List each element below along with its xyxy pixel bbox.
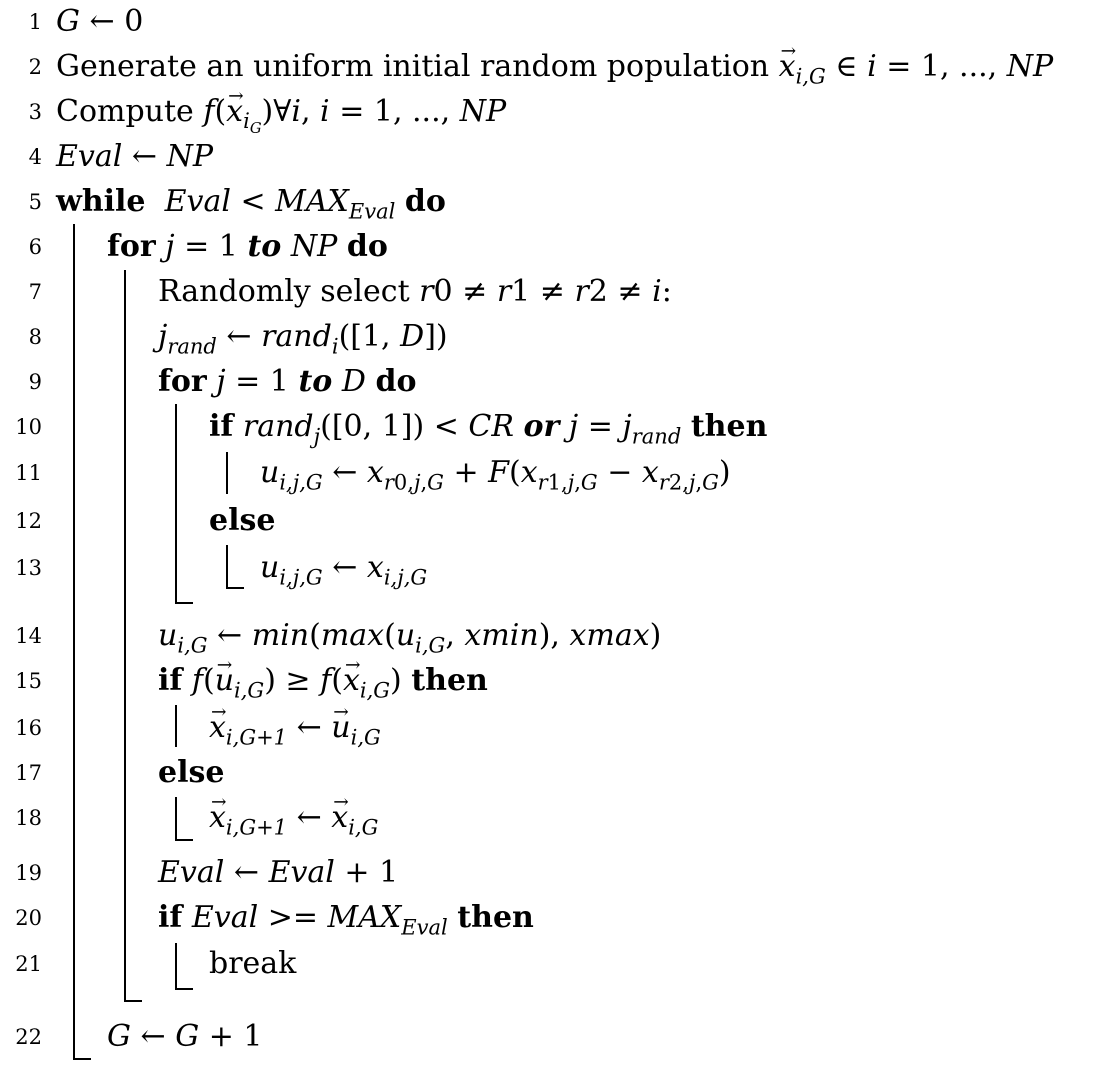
block-rule: [175, 797, 177, 841]
line-number: 17: [15, 761, 42, 785]
algorithm-line: $j_{rand}$ ← rand$_i$([1, D]): [158, 319, 448, 359]
line-number: 2: [28, 55, 42, 79]
block-rule: [226, 452, 228, 494]
line-number: 20: [15, 906, 42, 930]
algorithm-line: Randomly select r0 ≠ r1 ≠ r2 ≠ i:: [158, 274, 672, 309]
algorithm-line: → $x_{i,G+1}$ ← → $u_{i,G}$: [209, 710, 381, 746]
block-rule: [226, 545, 228, 589]
block-rule: [175, 943, 177, 990]
line-number: 12: [15, 509, 42, 533]
algorithm-line: if rand$_j$([0, 1]) < CR or $j = j_{rand}$ then: [209, 409, 768, 449]
block-rule: [226, 587, 244, 589]
block-rule: [73, 224, 75, 1060]
line-number: 10: [15, 415, 42, 439]
algorithm-line: else: [209, 503, 276, 538]
algorithm-line: Compute $f(\to x_{i_G})\forall i$, i = 1, ..., NP: [56, 94, 506, 130]
block-rule: [175, 988, 193, 990]
line-number: 21: [15, 952, 42, 976]
line-number: 1: [28, 10, 42, 34]
block-rule: [175, 404, 177, 604]
block-rule: [124, 270, 126, 1002]
line-number: 3: [28, 100, 42, 124]
line-number: 11: [15, 461, 42, 485]
algorithm-line: $u_{i,j,G}$ ← $x_{i,j,G}$: [260, 550, 428, 590]
line-number: 14: [15, 624, 42, 648]
algorithm-line: $u_{i,G}$ ← $\min(\max(u_{i,G}$, xmin), xmax): [158, 618, 662, 658]
algorithm-line: for j = 1 to D do: [158, 364, 417, 399]
algorithm-line: G ← G + 1: [107, 1019, 263, 1054]
algorithm-line: break: [209, 946, 297, 981]
line-number: 4: [28, 145, 42, 169]
algorithm-line: if $f(\to u_{i,G}) \ge f(\to x_{i,G})$ then: [158, 663, 488, 699]
block-rule: [175, 839, 193, 841]
algorithm-line: Eval ← Eval + 1: [158, 855, 399, 890]
line-number: 7: [28, 280, 42, 304]
algorithm-line: while Eval < $MAX_{Eval}$ do: [56, 184, 446, 224]
block-rule: [124, 1000, 142, 1002]
block-rule: [175, 705, 177, 747]
line-number: 5: [28, 190, 42, 214]
line-number: 6: [28, 235, 42, 259]
algorithm-line: → $x_{i,G+1}$ ← → $x_{i,G}$: [209, 800, 378, 836]
algorithm-line: $u_{i,j,G}$ ← $x_{r0,j,G} + F(x_{r1,j,G} - x_{r2,j,G})$: [260, 455, 731, 495]
line-number: 8: [28, 325, 42, 349]
algorithm-line: for j = 1 to NP do: [107, 229, 388, 264]
block-rule: [73, 1058, 91, 1060]
block-rule: [175, 602, 193, 604]
line-number: 22: [15, 1025, 42, 1049]
algorithm-line: G ← 0: [56, 4, 144, 39]
algorithm-line: else: [158, 755, 225, 790]
line-number: 9: [28, 370, 42, 394]
line-number: 16: [15, 716, 42, 740]
line-number: 15: [15, 669, 42, 693]
line-number: 18: [15, 806, 42, 830]
algorithm-line: Eval ← NP: [56, 139, 213, 174]
algorithm-line: if Eval >= $MAX_{Eval}$ then: [158, 900, 534, 940]
line-number: 13: [15, 556, 42, 580]
line-number: 19: [15, 861, 42, 885]
algorithm-line: Generate an uniform initial random population → $x_{i,G}$ ∈ i = 1, ..., NP: [56, 49, 1053, 85]
